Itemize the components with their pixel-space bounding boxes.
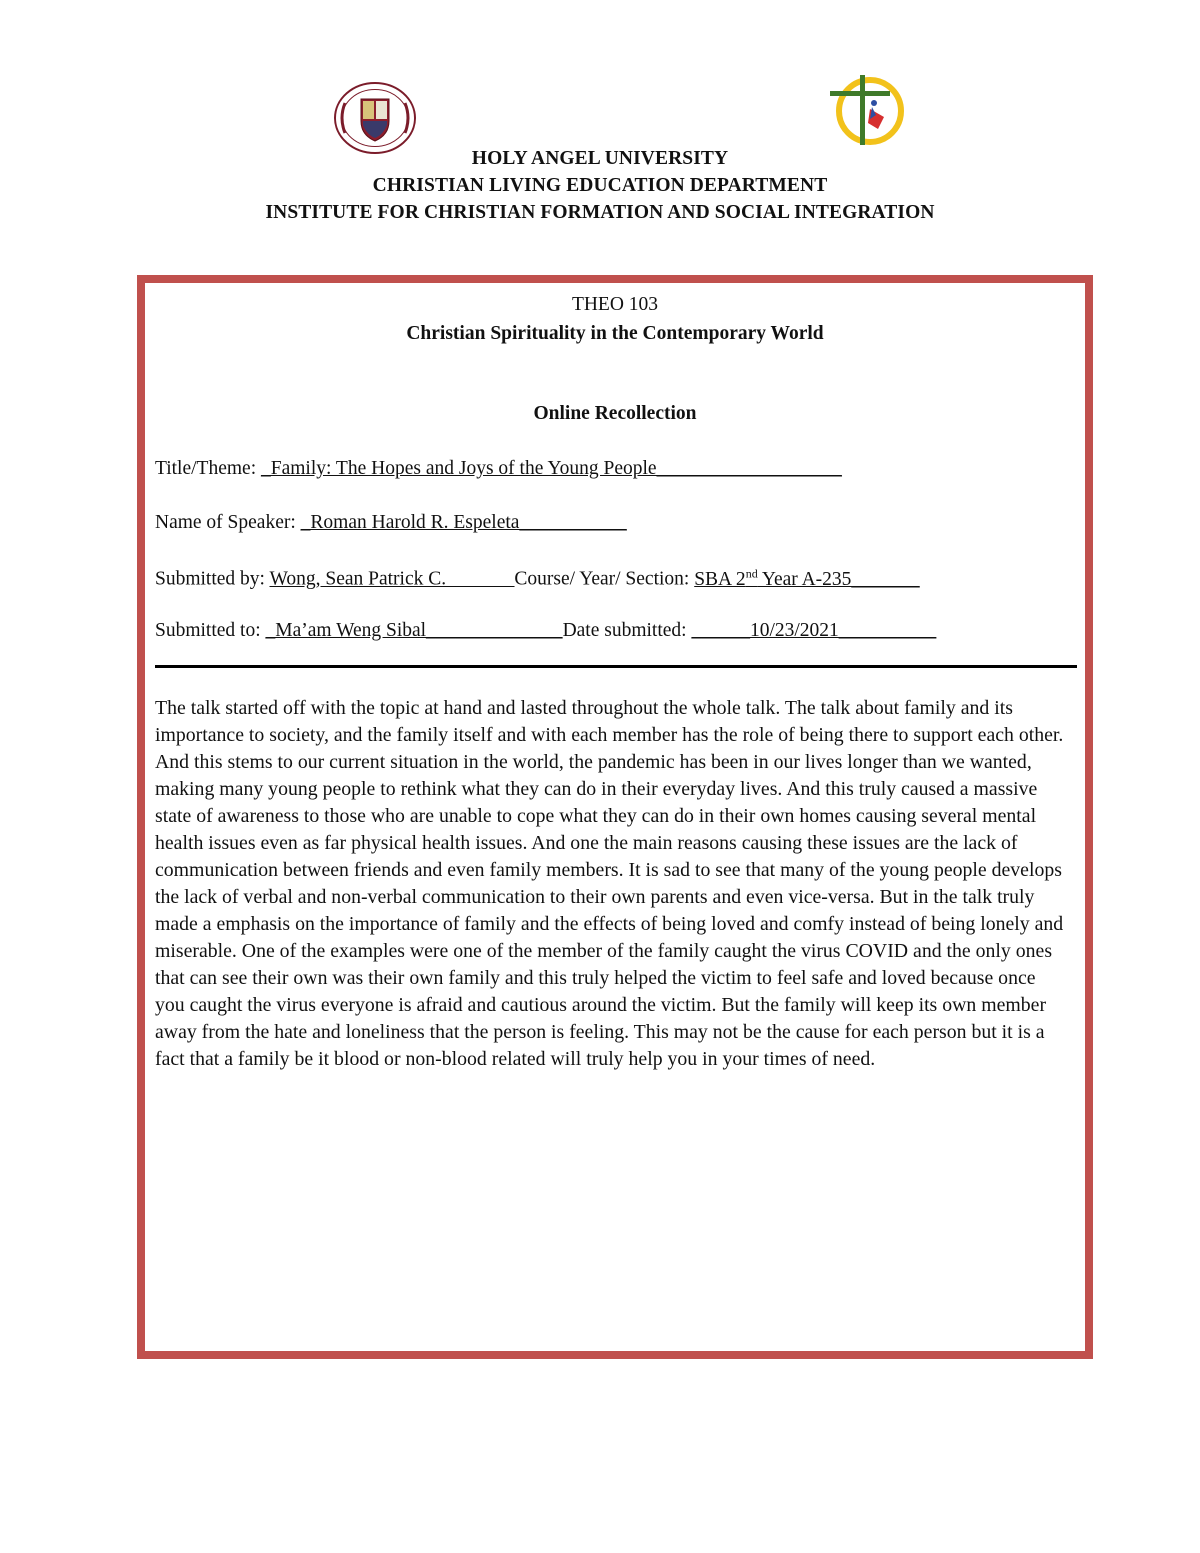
institute-name: INSTITUTE FOR CHRISTIAN FORMATION AND SOCIAL INTEGRATION bbox=[265, 202, 935, 223]
cross-department-logo bbox=[826, 71, 908, 149]
title-theme-label: Title/Theme: bbox=[155, 458, 261, 479]
speaker-label: Name of Speaker: bbox=[155, 512, 301, 533]
speaker-value: _Roman Harold R. Espeleta___________ bbox=[300, 512, 627, 533]
course-section-label: Course/ Year/ Section: bbox=[514, 568, 695, 590]
ordinal-suffix: nd bbox=[745, 566, 758, 580]
title-theme-value: _Family: The Hopes and Joys of the Young People___________________ bbox=[260, 458, 842, 479]
university-seal-logo bbox=[333, 81, 417, 155]
date-submitted-value: ______10/23/2021__________ bbox=[691, 620, 937, 641]
separator-line bbox=[155, 665, 1077, 668]
submitted-to-label: Submitted to: bbox=[155, 620, 266, 641]
recollection-frame bbox=[137, 275, 1093, 1359]
date-submitted-label: Date submitted: bbox=[562, 620, 692, 641]
title-theme-field bbox=[155, 458, 842, 480]
department-name: CHRISTIAN LIVING EDUCATION DEPARTMENT bbox=[372, 175, 828, 196]
activity-title: Online Recollection bbox=[533, 403, 697, 424]
speaker-field bbox=[155, 512, 627, 534]
submitted-to-field bbox=[155, 620, 936, 642]
course-code: THEO 103 bbox=[571, 294, 659, 315]
reflection-body: The talk started off with the topic at hand and lasted throughout the whole talk. The talk about family and its importance to society, and the family itself and with each member has the role of being there to support each other. And this stems to our current situation in the world, the pandemic has been in our lives longer than we wanted, making many young people to rethink what they can do in their everyday lives. And this truly caused a massive state of awareness to those who are unable to cope what they can do in their own homes causing several mental health issues even as far physical health issues. And one the main reasons causing these issues are the lack of communication between friends and even family members. It is sad to see that many of the young people develops the lack of verbal and non-verbal communication to their own parents and even vice-versa. But in the talk truly made a emphasis on the importance of family and the effects of being loved and comfy instead of being lonely and miserable. One of the examples were one of the member of the family caught the virus COVID and the only ones that can see their own was their own family and this truly helped the victim to feel safe and loved because once you caught the virus everyone is afraid and cautious around the victim. But the family will keep its own member away from the hate and loneliness that the person is feeling. This may not be the cause for each person but it is a fact that a family be it blood or non-blood related will truly help you in your times of need. bbox=[155, 697, 1064, 1070]
submitted-by-label: Submitted by: bbox=[155, 568, 270, 590]
submitted-to-value: _Ma’am Weng Sibal______________ bbox=[265, 620, 563, 641]
university-name: HOLY ANGEL UNIVERSITY bbox=[471, 148, 729, 169]
submitted-by-field bbox=[155, 566, 920, 591]
course-section-value: SBA 2nd Year A-235_______ bbox=[694, 566, 920, 590]
submitted-by-value: Wong, Sean Patrick C._______ bbox=[269, 568, 515, 590]
course-title: Christian Spirituality in the Contemporary World bbox=[406, 323, 824, 344]
institution-header bbox=[0, 145, 1200, 226]
